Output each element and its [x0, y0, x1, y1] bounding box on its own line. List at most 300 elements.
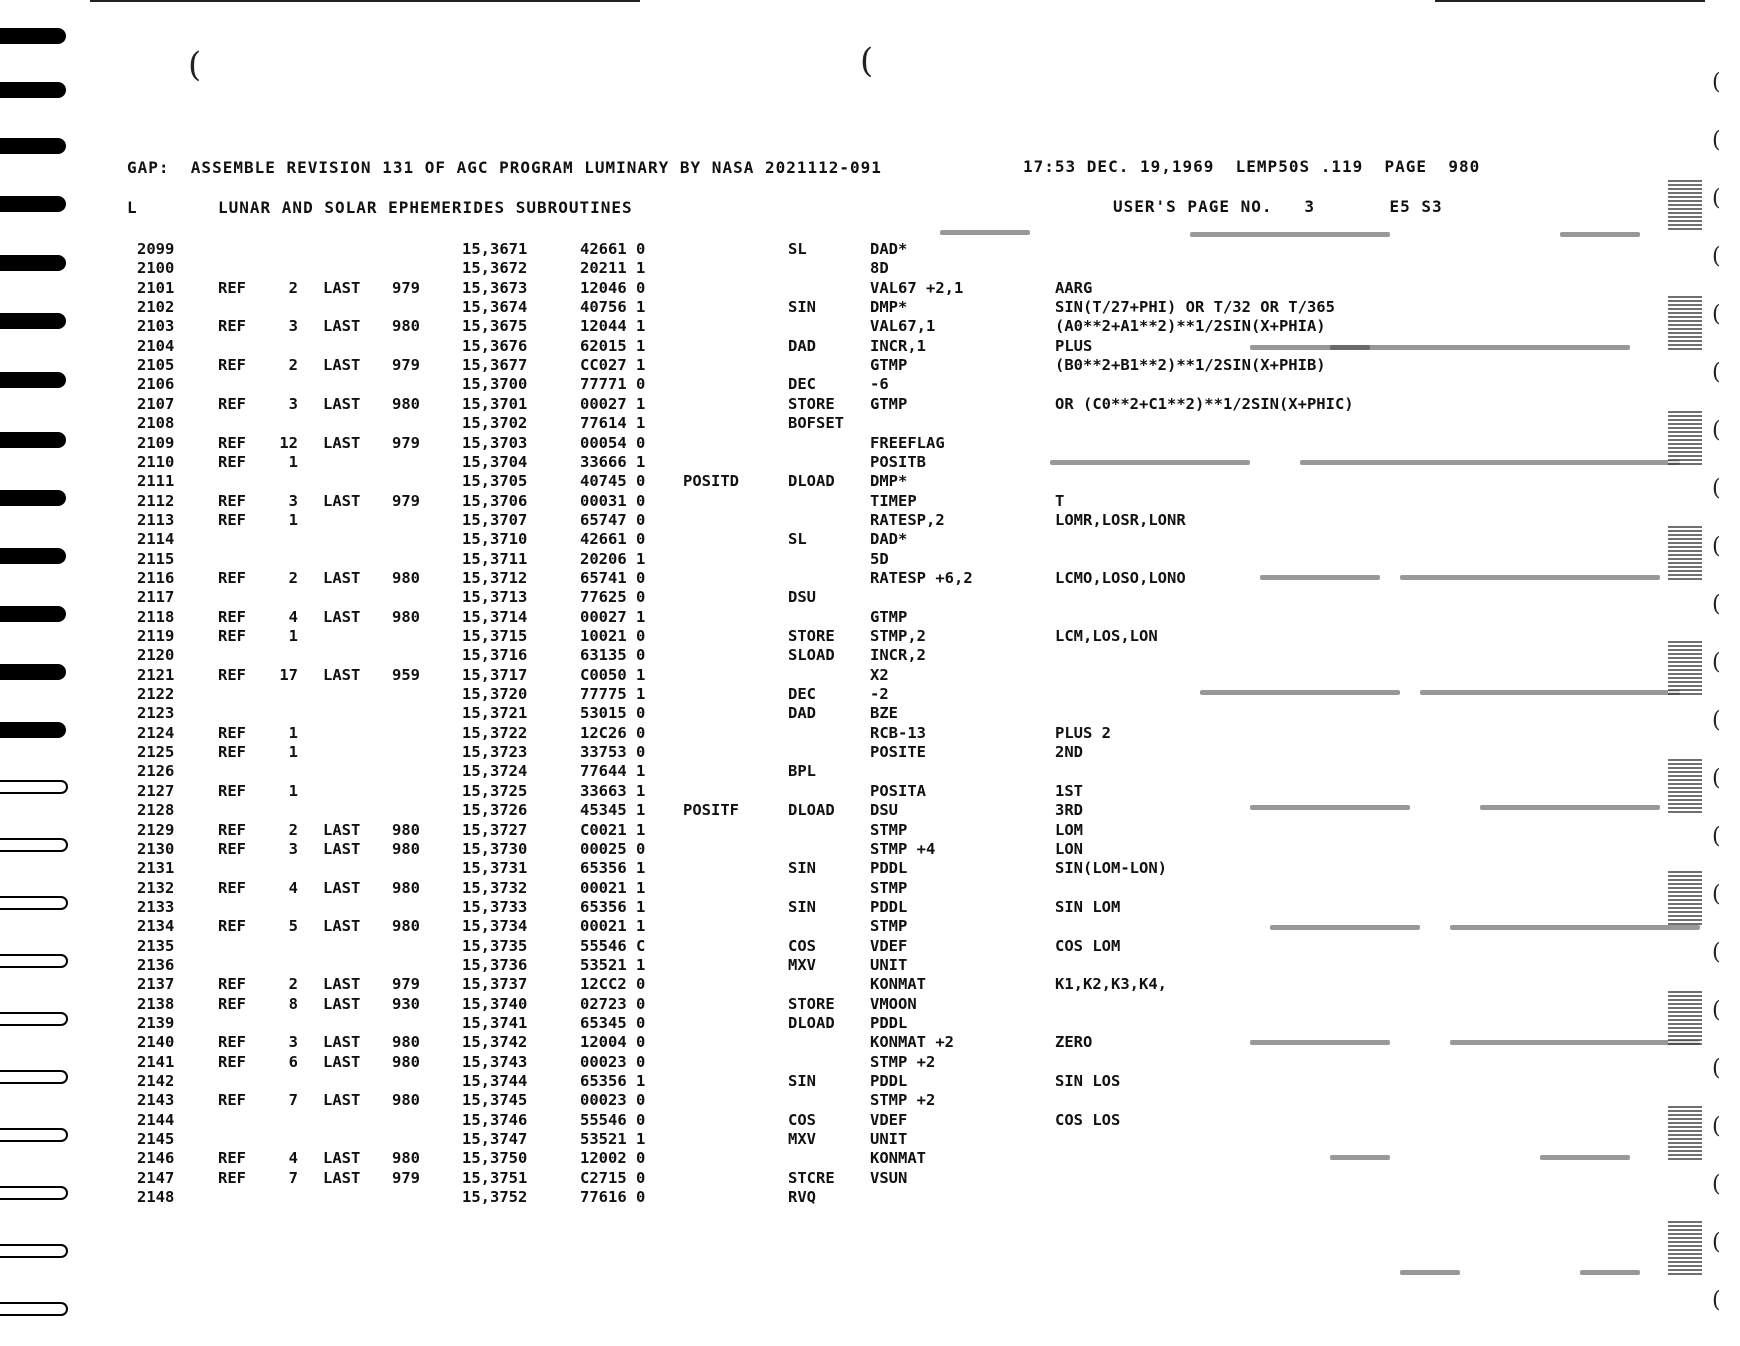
- octal-word: 02723 0: [580, 994, 646, 1013]
- operand: KONMAT: [870, 975, 926, 994]
- ref-count: 1: [288, 723, 298, 742]
- feed-arc: (: [1712, 1288, 1721, 1313]
- ref-count: 12: [279, 433, 298, 452]
- line-number: 2147: [137, 1168, 175, 1187]
- memory-address: 15,3743: [462, 1052, 528, 1071]
- operand: VSUN: [870, 1168, 908, 1187]
- octal-word: 20211 1: [580, 259, 646, 278]
- comment: SIN(T/27+PHI) OR T/32 OR T/365: [1055, 298, 1335, 317]
- listing-row: [0, 1188, 1740, 1207]
- line-number: 2137: [137, 975, 175, 994]
- last-keyword: LAST: [323, 278, 361, 297]
- ref-keyword: REF: [218, 878, 246, 897]
- memory-address: 15,3732: [462, 878, 528, 897]
- opcode: DSU: [788, 588, 816, 607]
- memory-address: 15,3736: [462, 955, 528, 974]
- ref-count: 2: [288, 975, 298, 994]
- last-page: 979: [392, 278, 420, 297]
- octal-word: 55546 C: [580, 936, 646, 955]
- memory-address: 15,3751: [462, 1168, 528, 1187]
- octal-word: 00054 0: [580, 433, 646, 452]
- listing-row: [0, 259, 1740, 278]
- line-number: 2117: [137, 588, 175, 607]
- memory-address: 15,3674: [462, 298, 528, 317]
- scan-smudge: [1250, 1040, 1390, 1045]
- listing-row: [0, 608, 1740, 627]
- listing-row: [0, 356, 1740, 375]
- operand: STMP +2: [870, 1052, 936, 1071]
- feed-arc: (: [1712, 244, 1721, 269]
- operand: INCR,1: [870, 336, 926, 355]
- ref-keyword: REF: [218, 975, 246, 994]
- memory-address: 15,3723: [462, 743, 528, 762]
- comment: LOMR,LOSR,LONR: [1055, 510, 1186, 529]
- feed-arc: (: [1712, 1056, 1721, 1081]
- octal-word: 12004 0: [580, 1033, 646, 1052]
- operand: POSITE: [870, 743, 926, 762]
- scan-smudge: [1050, 460, 1250, 465]
- octal-word: 00021 1: [580, 878, 646, 897]
- ref-count: 3: [288, 317, 298, 336]
- memory-address: 15,3710: [462, 530, 528, 549]
- line-number: 2114: [137, 530, 175, 549]
- listing-row: [0, 588, 1740, 607]
- feed-arc: (: [1712, 708, 1721, 733]
- octal-word: 77771 0: [580, 375, 646, 394]
- opcode: SIN: [788, 897, 816, 916]
- feed-arc: (: [1712, 882, 1721, 907]
- memory-address: 15,3711: [462, 549, 528, 568]
- memory-address: 15,3746: [462, 1110, 528, 1129]
- feed-arc: (: [1712, 1114, 1721, 1139]
- memory-address: 15,3722: [462, 723, 528, 742]
- listing-row: [0, 879, 1740, 898]
- scan-smudge: [1560, 232, 1640, 237]
- last-page: 959: [392, 665, 420, 684]
- listing-row: [0, 1053, 1740, 1072]
- octal-word: 12C26 0: [580, 723, 646, 742]
- operand: DSU: [870, 801, 898, 820]
- listing-row: [0, 317, 1740, 336]
- line-number: 2135: [137, 936, 175, 955]
- octal-word: 65747 0: [580, 510, 646, 529]
- ref-keyword: REF: [218, 356, 246, 375]
- comment: T: [1055, 491, 1065, 510]
- scan-block: [1668, 410, 1702, 465]
- comment: COS LOM: [1055, 936, 1121, 955]
- memory-address: 15,3750: [462, 1149, 528, 1168]
- listing-row: [0, 1149, 1740, 1168]
- memory-address: 15,3675: [462, 317, 528, 336]
- memory-address: 15,3702: [462, 414, 528, 433]
- octal-word: 65356 1: [580, 859, 646, 878]
- comment: 2ND: [1055, 743, 1083, 762]
- operand: RATESP +6,2: [870, 568, 973, 587]
- feed-arc: (: [1712, 998, 1721, 1023]
- octal-word: 77625 0: [580, 588, 646, 607]
- last-keyword: LAST: [323, 1168, 361, 1187]
- opcode: DEC: [788, 685, 816, 704]
- listing-row: [0, 492, 1740, 511]
- memory-address: 15,3726: [462, 801, 528, 820]
- opcode: STCRE: [788, 1168, 835, 1187]
- listing-row: [0, 821, 1740, 840]
- octal-word: 42661 0: [580, 240, 646, 258]
- opcode: DLOAD: [788, 801, 835, 820]
- scan-block: [1668, 180, 1702, 230]
- last-page: 930: [392, 994, 420, 1013]
- symbol-label: POSITD: [683, 472, 739, 491]
- octal-word: C2715 0: [580, 1168, 646, 1187]
- memory-address: 15,3735: [462, 936, 528, 955]
- last-page: 980: [392, 1033, 420, 1052]
- comment: LCM,LOS,LON: [1055, 627, 1158, 645]
- ref-keyword: REF: [218, 723, 246, 742]
- opcode: STORE: [788, 627, 835, 645]
- operand: GTMP: [870, 394, 908, 413]
- listing-row: [0, 646, 1740, 665]
- octal-word: 00031 0: [580, 491, 646, 510]
- line-number: 2118: [137, 607, 175, 626]
- line-number: 2146: [137, 1149, 175, 1168]
- listing-row: [0, 724, 1740, 743]
- operand: 8D: [870, 259, 889, 278]
- memory-address: 15,3717: [462, 665, 528, 684]
- ref-keyword: REF: [218, 1149, 246, 1168]
- octal-word: 00027 1: [580, 394, 646, 413]
- ref-count: 1: [288, 510, 298, 529]
- listing-row: [0, 859, 1740, 878]
- scan-block: [1668, 1220, 1702, 1275]
- operand: -2: [870, 685, 889, 704]
- memory-address: 15,3725: [462, 781, 528, 800]
- last-keyword: LAST: [323, 1033, 361, 1052]
- scan-block: [1668, 295, 1702, 350]
- ref-keyword: REF: [218, 1033, 246, 1052]
- operand: 5D: [870, 549, 889, 568]
- scan-block: [1668, 758, 1702, 813]
- ref-count: 2: [288, 356, 298, 375]
- scan-smudge: [1250, 805, 1410, 810]
- memory-address: 15,3700: [462, 375, 528, 394]
- scan-smudge: [1450, 925, 1700, 930]
- ref-count: 5: [288, 917, 298, 936]
- feed-arc: (: [1712, 302, 1721, 327]
- ref-count: 7: [288, 1168, 298, 1187]
- opcode: SL: [788, 240, 807, 258]
- octal-word: 12046 0: [580, 278, 646, 297]
- ref-count: 2: [288, 820, 298, 839]
- listing-row: [0, 782, 1740, 801]
- last-page: 979: [392, 433, 420, 452]
- operand: TIMEP: [870, 491, 917, 510]
- operand: STMP +2: [870, 1091, 936, 1110]
- octal-word: 45345 1: [580, 801, 646, 820]
- octal-word: 63135 0: [580, 646, 646, 665]
- octal-word: 33666 1: [580, 452, 646, 471]
- feed-arc: (: [1712, 1230, 1721, 1255]
- octal-word: 00025 0: [580, 839, 646, 858]
- opcode: DAD: [788, 336, 816, 355]
- octal-word: 65356 1: [580, 897, 646, 916]
- listing-row: [0, 801, 1740, 820]
- feed-arc: (: [1712, 534, 1721, 559]
- line-number: 2109: [137, 433, 175, 452]
- scan-block: [1668, 1105, 1702, 1160]
- last-page: 979: [392, 491, 420, 510]
- comment: SIN(LOM-LON): [1055, 859, 1167, 878]
- line-number: 2129: [137, 820, 175, 839]
- comment: PLUS 2: [1055, 723, 1111, 742]
- octal-word: 55546 0: [580, 1110, 646, 1129]
- ref-keyword: REF: [218, 627, 246, 645]
- ref-count: 1: [288, 743, 298, 762]
- scan-smudge: [1200, 690, 1400, 695]
- listing-row: [0, 1130, 1740, 1149]
- octal-word: 00027 1: [580, 607, 646, 626]
- octal-word: 12044 1: [580, 317, 646, 336]
- line-number: 2120: [137, 646, 175, 665]
- comment: LOM: [1055, 820, 1083, 839]
- listing-row: [0, 1014, 1740, 1033]
- last-keyword: LAST: [323, 917, 361, 936]
- scan-smudge: [1580, 1270, 1640, 1275]
- punch-arc-center: (: [860, 41, 874, 81]
- operand: VAL67,1: [870, 317, 936, 336]
- feed-mark: [0, 1244, 68, 1258]
- opcode: STORE: [788, 994, 835, 1013]
- octal-word: C0050 1: [580, 665, 646, 684]
- listing-row: [0, 704, 1740, 723]
- listing-row: [0, 434, 1740, 453]
- line-number: 2128: [137, 801, 175, 820]
- operand: KONMAT: [870, 1149, 926, 1168]
- header-timestamp-page: 17:53 DEC. 19,1969 LEMP50S .119 PAGE 980: [1023, 157, 1481, 176]
- memory-address: 15,3734: [462, 917, 528, 936]
- last-keyword: LAST: [323, 878, 361, 897]
- octal-word: CC027 1: [580, 356, 646, 375]
- opcode: SIN: [788, 859, 816, 878]
- last-keyword: LAST: [323, 975, 361, 994]
- scan-smudge: [1420, 690, 1680, 695]
- scan-smudge: [1190, 232, 1390, 237]
- memory-address: 15,3676: [462, 336, 528, 355]
- ref-keyword: REF: [218, 839, 246, 858]
- line-number: 2112: [137, 491, 175, 510]
- comment: ZERO: [1055, 1033, 1093, 1052]
- operand: KONMAT +2: [870, 1033, 954, 1052]
- listing-row: [0, 937, 1740, 956]
- ref-count: 4: [288, 1149, 298, 1168]
- ref-keyword: REF: [218, 433, 246, 452]
- opcode: BPL: [788, 762, 816, 781]
- listing-row: [0, 395, 1740, 414]
- opcode: SLOAD: [788, 646, 835, 665]
- memory-address: 15,3731: [462, 859, 528, 878]
- ref-keyword: REF: [218, 278, 246, 297]
- feed-arc: (: [1712, 766, 1721, 791]
- line-number: 2108: [137, 414, 175, 433]
- line-number: 2123: [137, 704, 175, 723]
- feed-arc: (: [1712, 476, 1721, 501]
- listing-row: [0, 1072, 1740, 1091]
- operand: DAD*: [870, 240, 908, 258]
- opcode: RVQ: [788, 1188, 816, 1207]
- operand: UNIT: [870, 955, 908, 974]
- comment: SIN LOS: [1055, 1072, 1121, 1091]
- octal-word: 77614 1: [580, 414, 646, 433]
- scan-block: [1668, 525, 1702, 580]
- scan-smudge: [1260, 575, 1380, 580]
- scan-block: [1668, 640, 1702, 695]
- ref-count: 7: [288, 1091, 298, 1110]
- ref-count: 6: [288, 1052, 298, 1071]
- ref-keyword: REF: [218, 665, 246, 684]
- memory-address: 15,3672: [462, 259, 528, 278]
- operand: X2: [870, 665, 889, 684]
- listing-row: [0, 898, 1740, 917]
- last-page: 980: [392, 878, 420, 897]
- operand: DAD*: [870, 530, 908, 549]
- octal-word: C0021 1: [580, 820, 646, 839]
- line-number: 2134: [137, 917, 175, 936]
- listing-row: [0, 550, 1740, 569]
- operand: DMP*: [870, 472, 908, 491]
- line-number: 2106: [137, 375, 175, 394]
- scan-smudge: [1400, 1270, 1460, 1275]
- last-page: 980: [392, 1149, 420, 1168]
- octal-word: 77616 0: [580, 1188, 646, 1207]
- operand: VDEF: [870, 936, 908, 955]
- ref-count: 2: [288, 568, 298, 587]
- punch-arc-left: (: [188, 45, 202, 85]
- ref-keyword: REF: [218, 568, 246, 587]
- last-keyword: LAST: [323, 394, 361, 413]
- operand: VAL67 +2,1: [870, 278, 964, 297]
- line-number: 2140: [137, 1033, 175, 1052]
- listing-row: [0, 743, 1740, 762]
- memory-address: 15,3671: [462, 240, 528, 258]
- line-number: 2104: [137, 336, 175, 355]
- ref-count: 4: [288, 607, 298, 626]
- memory-address: 15,3677: [462, 356, 528, 375]
- last-keyword: LAST: [323, 820, 361, 839]
- listing-row: [0, 375, 1740, 394]
- ref-count: 2: [288, 278, 298, 297]
- feed-arc: (: [1712, 824, 1721, 849]
- ref-count: 8: [288, 994, 298, 1013]
- ref-keyword: REF: [218, 510, 246, 529]
- comment: COS LOS: [1055, 1110, 1121, 1129]
- feed-arc: (: [1712, 592, 1721, 617]
- last-keyword: LAST: [323, 491, 361, 510]
- listing-row: [0, 511, 1740, 530]
- header-section-title: LUNAR AND SOLAR EPHEMERIDES SUBROUTINES: [218, 198, 633, 217]
- ref-count: 17: [279, 665, 298, 684]
- last-page: 980: [392, 317, 420, 336]
- listing-row: [0, 530, 1740, 549]
- listing-row: [0, 1169, 1740, 1188]
- memory-address: 15,3737: [462, 975, 528, 994]
- last-page: 979: [392, 975, 420, 994]
- listing-row: [0, 627, 1740, 646]
- operand: VMOON: [870, 994, 917, 1013]
- octal-word: 12CC2 0: [580, 975, 646, 994]
- scan-smudge: [1450, 1040, 1700, 1045]
- comment: OR (C0**2+C1**2)**1/2SIN(X+PHIC): [1055, 394, 1354, 413]
- comment: (A0**2+A1**2)**1/2SIN(X+PHIA): [1055, 317, 1326, 336]
- memory-address: 15,3713: [462, 588, 528, 607]
- octal-word: 65345 0: [580, 1014, 646, 1032]
- octal-word: 62015 1: [580, 336, 646, 355]
- line-number: 2130: [137, 839, 175, 858]
- ref-count: 4: [288, 878, 298, 897]
- operand: PDDL: [870, 897, 908, 916]
- operand: STMP: [870, 820, 908, 839]
- feed-mark: [0, 138, 66, 154]
- feed-mark: [0, 1302, 68, 1316]
- memory-address: 15,3712: [462, 568, 528, 587]
- feed-arc: (: [1712, 128, 1721, 153]
- memory-address: 15,3744: [462, 1072, 528, 1091]
- operand: PDDL: [870, 1014, 908, 1032]
- operand: STMP: [870, 878, 908, 897]
- last-keyword: LAST: [323, 317, 361, 336]
- memory-address: 15,3724: [462, 762, 528, 781]
- last-page: 980: [392, 839, 420, 858]
- operand: STMP +4: [870, 839, 936, 858]
- ref-keyword: REF: [218, 1052, 246, 1071]
- listing-row: [0, 975, 1740, 994]
- ref-count: 3: [288, 394, 298, 413]
- octal-word: 33753 0: [580, 743, 646, 762]
- last-page: 979: [392, 1168, 420, 1187]
- feed-mark: [0, 28, 66, 44]
- memory-address: 15,3715: [462, 627, 528, 645]
- listing-row: [0, 666, 1740, 685]
- ref-keyword: REF: [218, 607, 246, 626]
- ref-count: 1: [288, 781, 298, 800]
- listing-row: [0, 956, 1740, 975]
- octal-word: 10021 0: [580, 627, 646, 645]
- feed-arc: (: [1712, 186, 1721, 211]
- memory-address: 15,3705: [462, 472, 528, 491]
- line-number: 2142: [137, 1072, 175, 1091]
- octal-word: 65741 0: [580, 568, 646, 587]
- ref-count: 1: [288, 452, 298, 471]
- opcode: DLOAD: [788, 472, 835, 491]
- ref-keyword: REF: [218, 820, 246, 839]
- memory-address: 15,3727: [462, 820, 528, 839]
- ref-keyword: REF: [218, 917, 246, 936]
- last-keyword: LAST: [323, 839, 361, 858]
- line-number: 2100: [137, 259, 175, 278]
- comment: (B0**2+B1**2)**1/2SIN(X+PHIB): [1055, 356, 1326, 375]
- line-number: 2126: [137, 762, 175, 781]
- feed-arc: (: [1712, 70, 1721, 95]
- memory-address: 15,3701: [462, 394, 528, 413]
- octal-word: 20206 1: [580, 549, 646, 568]
- opcode: DLOAD: [788, 1014, 835, 1032]
- memory-address: 15,3752: [462, 1188, 528, 1207]
- feed-mark: [0, 82, 66, 98]
- symbol-label: POSITF: [683, 801, 739, 820]
- opcode: MXV: [788, 1130, 816, 1149]
- feed-arc: (: [1712, 418, 1721, 443]
- operand: DMP*: [870, 298, 908, 317]
- comment: K1,K2,K3,K4,: [1055, 975, 1167, 994]
- listing-row: [0, 995, 1740, 1014]
